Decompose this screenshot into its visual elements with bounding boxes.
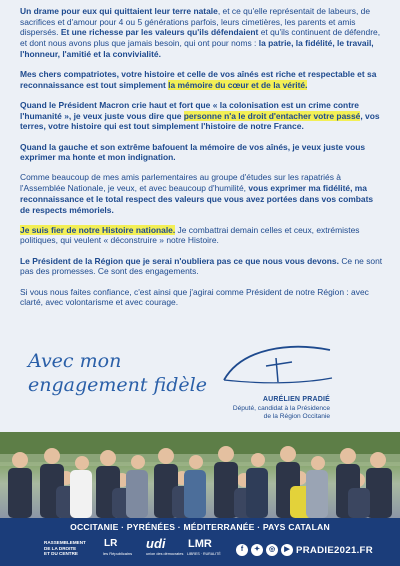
paragraph-6-highlight: Je suis fier de notre Histoire nationale. xyxy=(20,224,176,235)
signatory-role-line-2: de la Région Occitanie xyxy=(263,413,330,421)
paragraph-1-bold: Un drame pour eux qui quittaient leur terre natale xyxy=(20,6,218,16)
les-republicains-label: les Républicains xyxy=(103,551,133,556)
assoc-line-3: ET DU CENTRE xyxy=(44,551,78,557)
paragraph-5-bold: vous exprimer ma fidélité, ma reconnaissance et le total respect des valeurs que vous avez portées dans vos combats de respects mémoriels. xyxy=(20,183,374,215)
footer-bar xyxy=(0,518,400,566)
paragraph-1-text-2: et qu'ils continuent de défendre, et dont nous avons plus que jamais besoin, qui ont pour noms : xyxy=(20,27,381,49)
team-group-photo xyxy=(0,432,400,518)
paragraph-7 xyxy=(20,256,384,277)
signature-scribble xyxy=(220,340,340,386)
paragraph-8 xyxy=(20,287,384,308)
twitter-icon[interactable]: ✦ xyxy=(251,544,263,556)
paragraph-4-bold: Quand la gauche et son extrême bafouent la mémoire de vos aînés, je veux juste vous exprimer ma honte et mon indignation. xyxy=(20,141,366,163)
paragraph-5-text: Comme beaucoup de mes amis parlementaires au groupe d'études sur les rapatriés à l'Assemblée Nationale, je veux, et avec beaucoup d'humilité, xyxy=(20,172,341,194)
paragraph-2 xyxy=(20,69,384,90)
paragraph-8-text: Si vous nous faites confiance, c'est ainsi que j'agirai comme Président de notre Région : avec clarté, avec volontarisme et avec courage. xyxy=(20,286,369,308)
lmr-logo: LMR xyxy=(188,538,212,550)
paragraph-3-bold-2: , vos terres, votre histoire qui est tout simplement l'histoire de notre France. xyxy=(20,110,380,132)
signatory-role-line-1: Député, candidat à la Présidence xyxy=(232,405,330,412)
udi-logo: udi xyxy=(146,536,166,551)
rassemblement-logo xyxy=(44,540,86,557)
paragraph-7-bold: Le Président de la Région que je serai n'oubliera pas ce que nous vous devons. xyxy=(20,255,339,266)
lmr-label: LIBRES · RURALITÉ xyxy=(187,552,221,556)
assoc-line-1: RASSEMBLEMENT xyxy=(44,540,86,545)
play-icon[interactable]: ▶ xyxy=(281,544,293,556)
paragraph-2-highlight: la mémoire du cœur et de la vérité. xyxy=(168,79,308,90)
instagram-icon[interactable]: ◎ xyxy=(266,544,278,556)
paragraph-1-bold-2: Et une richesse par les valeurs qu'ils défendaient xyxy=(60,27,259,38)
udi-label: union des démocrates xyxy=(146,552,184,556)
paragraph-1 xyxy=(20,6,384,60)
paragraph-7-text: Ce ne sont pas des promesses. Ce sont des engagements. xyxy=(20,255,383,277)
paragraph-3-bold: Quand le Président Macron crie haut et fort que « la colonisation est un crime contre l'humanité », je veux juste vous dire que xyxy=(20,99,359,121)
facebook-icon[interactable]: f xyxy=(236,544,248,556)
paragraph-1-text: , et ce qu'elle représentait de labeurs, de sacrifices et d'amour pour 4 ou 5 générations parfois, leurs cimetières, les parents et amis dispersés. xyxy=(20,6,371,38)
paragraph-6-text: Je combattrai demain celles et ceux, extrémistes politiques, qui veulent « déconstruire » notre Histoire. xyxy=(20,224,360,246)
signatory-role xyxy=(150,405,330,422)
signatory-name: AURÉLIEN PRADIÉ xyxy=(262,396,330,403)
paragraph-4 xyxy=(20,142,384,163)
paragraph-2-bold: Mes chers compatriotes, votre histoire et celle de vos aînés est riche et respectable et sa reconnaissance est tout simplement xyxy=(20,69,377,90)
team-photo-illustration xyxy=(0,432,400,518)
paragraph-6 xyxy=(20,225,384,246)
paragraph-3-highlight: personne n'a le droit d'entacher votre passé xyxy=(183,110,361,121)
website-link[interactable]: PRADIE2021.FR xyxy=(296,545,373,556)
handwritten-line-2: engagement fidèle xyxy=(28,374,207,396)
paragraph-3 xyxy=(20,100,384,132)
paragraph-1-values: la patrie, la fidélité, le travail, l'honneur, l'amitié et la convivialité. xyxy=(20,38,374,59)
les-republicains-logo: LR xyxy=(104,538,118,549)
assoc-line-2: DE LA DROITE xyxy=(44,545,77,551)
handwritten-closing xyxy=(24,345,214,405)
paragraph-5 xyxy=(20,172,384,215)
handwritten-line-1: Avec mon xyxy=(28,350,122,372)
letter-body xyxy=(20,0,384,317)
footer-slogan: OCCITANIE · PYRÉNÉES · MÉDITERRANÉE · PAYS CATALAN xyxy=(70,522,330,532)
